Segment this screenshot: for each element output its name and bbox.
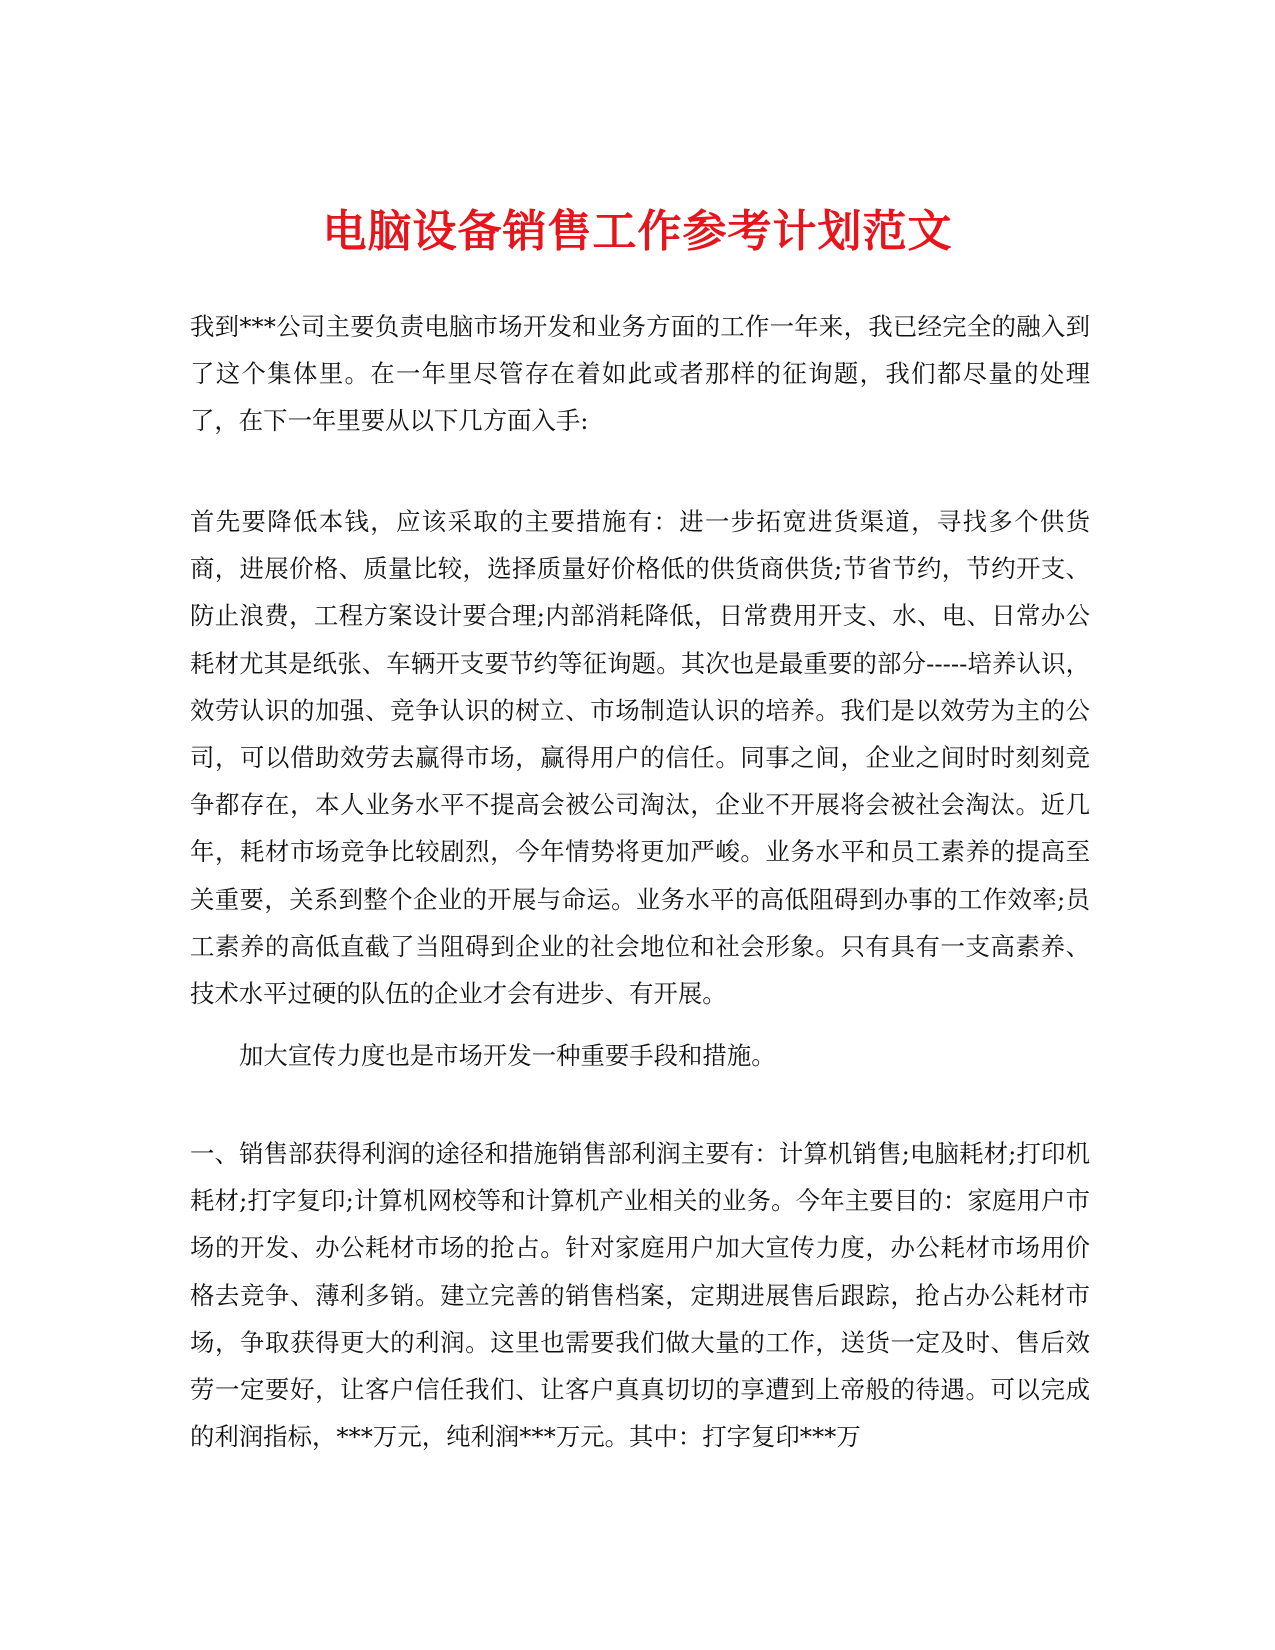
paragraph-cost-reduction: 首先要降低本钱，应该采取的主要措施有：进一步拓宽进货渠道，寻找多个供货商，进展价格、质量比较，选择质量好价格低的供货商供货;节省节约，节约开支、防止浪费，工程方案设计要合理;内部消耗降低，日常费用开支、水、电、日常办公耗材尤其是纸张、车辆开支要节约等征询题。其次也是最重要的部分-----培养认识，效劳认识的加强、竞争认识的树立、市场制造认识的培养。我们是以效劳为主的公司，可以借助效劳去赢得市场，赢得用户的信任。同事之间，企业之间时时刻刻竞争都存在，本人业务水平不提高会被公司淘汰，企业不开展将会被社会淘汰。近几年，耗材市场竞争比较剧烈，今年情势将更加严峻。业务水平和员工素养的提高至关重要，关系到整个企业的开展与命运。业务水平的高低阻碍到办事的工作效率;员工素养的高低直截了当阻碍到企业的社会地位和社会形象。只有具有一支高素养、技术水平过硬的队伍的企业才会有进步、有开展。: [190, 507, 1090, 1009]
paragraph-promotion: 加大宣传力度也是市场开发一种重要手段和措施。: [239, 1041, 776, 1070]
paragraph-intro: 我到***公司主要负责电脑市场开发和业务方面的工作一年来，我已经完全的融入到了这个集体里。在一年里尽管存在着如此或者那样的征询题，我们都尽量的处理了，在下一年里要从以下几方面入手:: [190, 312, 1090, 436]
paragraph-profit-section: 一、销售部获得利润的途径和措施销售部利润主要有：计算机销售;电脑耗材;打印机耗材;打字复印;计算机网校等和计算机产业相关的业务。今年主要目的：家庭用户市场的开发、办公耗材市场的抢占。针对家庭用户加大宣传力度，办公耗材市场用价格去竞争、薄利多销。建立完善的销售档案，定期进展售后跟踪，抢占办公耗材市场，争取获得更大的利润。这里也需要我们做大量的工作，送货一定及时、售后效劳一定要好，让客户信任我们、让客户真真切切的享遭到上帝般的待遇。可以完成的利润指标，***万元，纯利润***万元。其中：打字复印***万: [190, 1139, 1090, 1452]
document-title: 电脑设备销售工作参考计划范文: [322, 206, 953, 258]
